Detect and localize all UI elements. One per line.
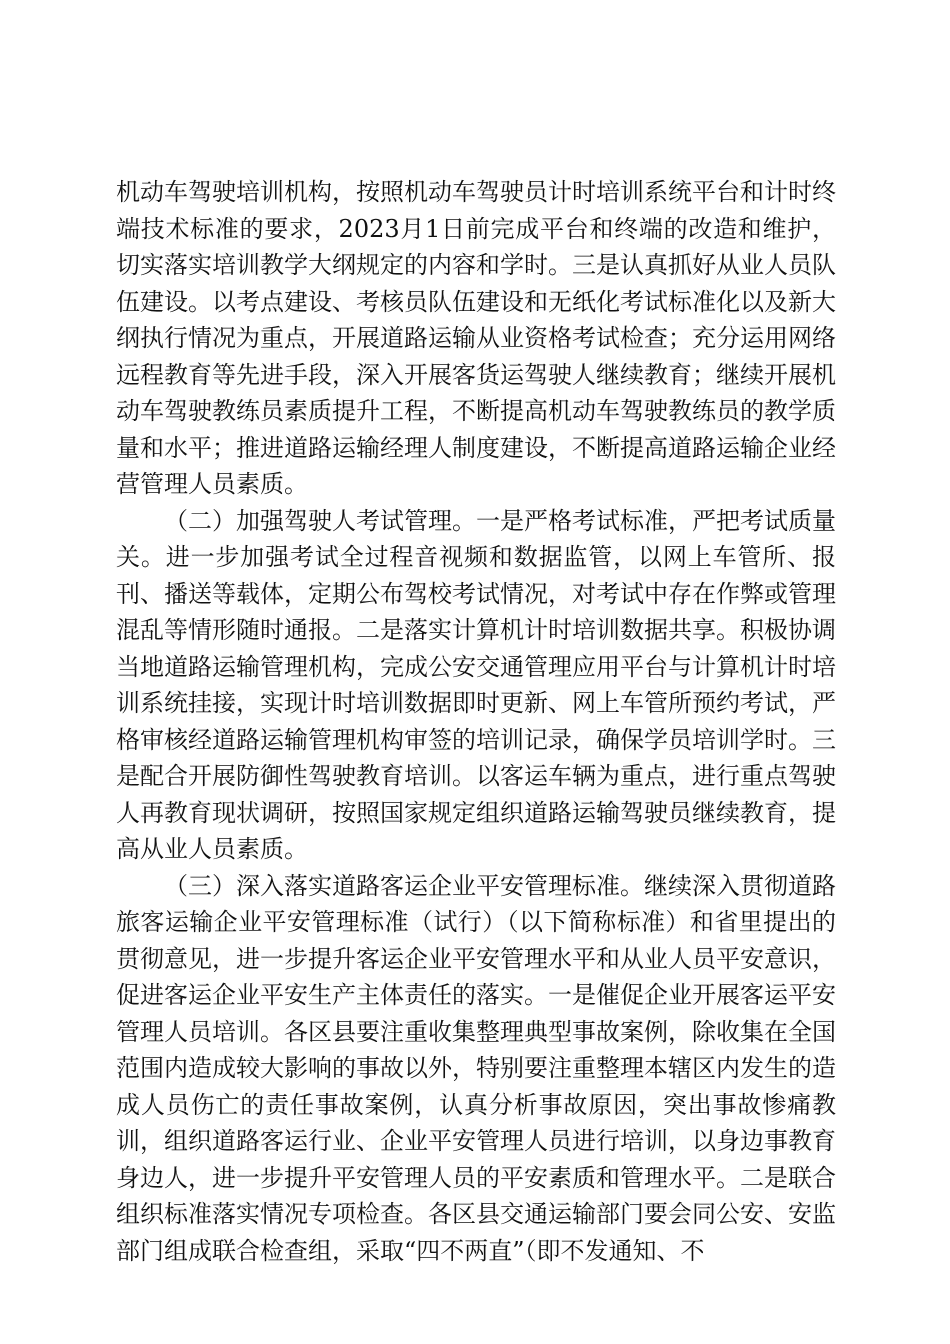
paragraph-section-2: （二）加强驾驶人考试管理。一是严格考试标准，严把考试质量关。进一步加强考试全过程音视频和数据监管，以网上车管所、报刊、播送等载体，定期公布驾校考试情况，对考试中存在作弊或管理混乱等情形随时通报。二是落实计算机计时培训数据共享。积极协调当地道路运输管理机构，完成公安交通管理应用平台与计算机计时培训系统挂接，实现计时培训数据即时更新、网上车管所预约考试，严格审核经道路运输管理机构审签的培训记录，确保学员培训学时。三是配合开展防御性驾驶教育培训。以客运车辆为重点，进行重点驾驶人再教育现状调研，按照国家规定组织道路运输驾驶员继续教育，提高从业人员素质。 xyxy=(116,506,836,863)
paragraph-continued: 机动车驾驶培训机构，按照机动车驾驶员计时培训系统平台和计时终端技术标准的要求，2023月1日前完成平台和终端的改造和维护，切实落实培训教学大纲规定的内容和学时。三是认真抓好从业人员队伍建设。以考点建设、考核员队伍建设和无纸化考试标准化以及新大纲执行情况为重点，开展道路运输从业资格考试检查；充分运用网络远程教育等先进手段，深入开展客货运驾驶人继续教育；继续开展机动车驾驶教练员素质提升工程，不断提高机动车驾驶教练员的教学质量和水平；推进道路运输经理人制度建设，不断提高道路运输企业经营管理人员素质。 xyxy=(116,178,836,498)
document-body xyxy=(116,174,836,1269)
paragraph-section-3: （三）深入落实道路客运企业平安管理标准。继续深入贯彻道路旅客运输企业平安管理标准（试行）（以下简称标准）和省里提出的贯彻意见，进一步提升客运企业平安管理水平和从业人员平安意识，促进客运企业平安生产主体责任的落实。一是催促企业开展客运平安管理人员培训。各区县要注重收集整理典型事故案例，除收集在全国范围内造成较大影响的事故以外，特别要注重整理本辖区内发生的造成人员伤亡的责任事故案例，认真分析事故原因，突出事故惨痛教训，组织道路客运行业、企业平安管理人员进行培训，以身边事教育身边人，进一步提升平安管理人员的平安素质和管理水平。二是联合组织标准落实情况专项检查。各区县交通运输部门要会同公安、安监部门组成联合检查组，采取“四不两直”（即不发通知、不 xyxy=(116,871,836,1265)
